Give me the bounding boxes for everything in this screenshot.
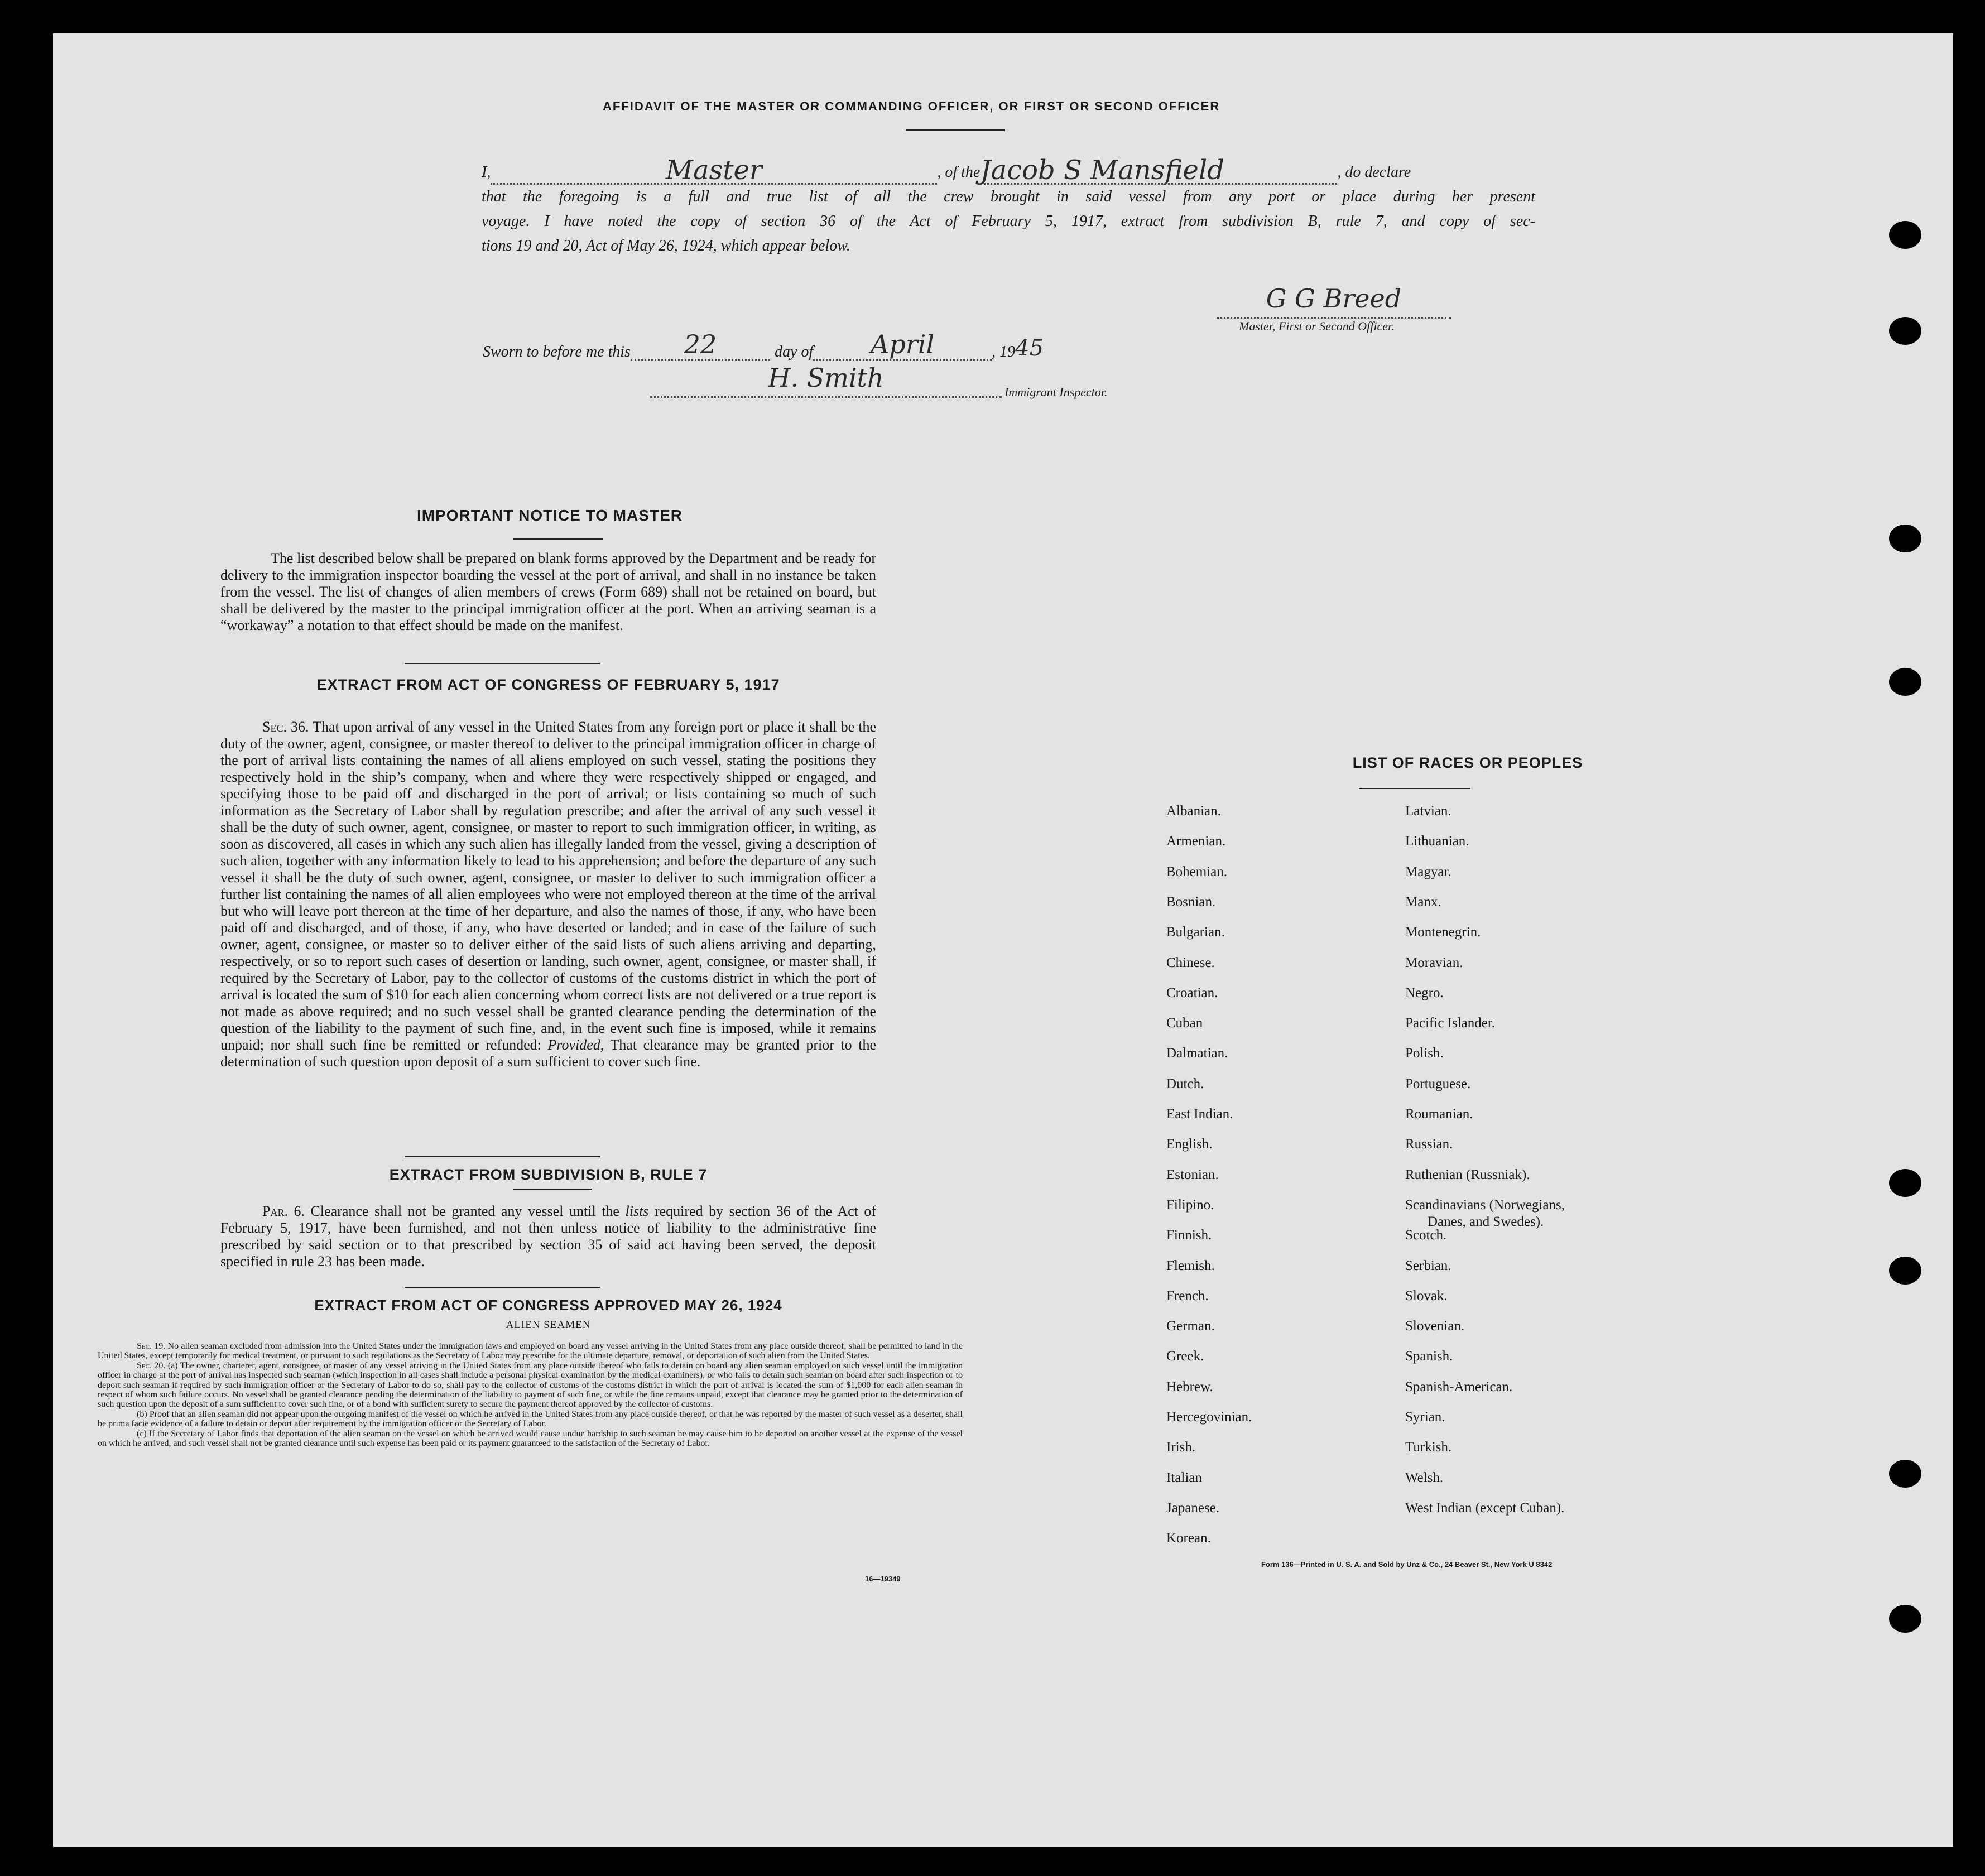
race-item: Italian — [1166, 1470, 1202, 1485]
race-item: Albanian. — [1166, 804, 1221, 819]
races-right-column — [1405, 804, 1740, 1607]
proviso-word: Provided, — [547, 1037, 604, 1053]
race-item: Croatian. — [1166, 985, 1218, 1000]
affidavit-title: AFFIDAVIT OF THE MASTER OR COMMANDING OFFICER, OR FIRST OR SECOND OFFICER — [603, 99, 1220, 113]
race-item: Montenegrin. — [1405, 925, 1481, 940]
extract-1924-text — [98, 1341, 963, 1448]
race-item: Irish. — [1166, 1440, 1196, 1455]
section-rule-1 — [405, 663, 600, 664]
section-rule-2 — [405, 1156, 600, 1157]
master-name-handwritten: Master — [491, 157, 937, 185]
extract-1917-title: EXTRACT FROM ACT OF CONGRESS OF FEBRUARY 5, 1917 — [316, 676, 780, 693]
race-item: Slovenian. — [1405, 1319, 1465, 1334]
rule-7-text-b: required by section 36 of the Act of February 5, 1917, have been furnished, and not then unless notice of liability to the administrative fine prescribed by said section or to that prescribed by section 35 of said act having been served, the deposit specified in rule 23 has been made. — [220, 1203, 877, 1269]
race-item: Spanish-American. — [1405, 1379, 1513, 1394]
lists-word: lists — [625, 1203, 649, 1219]
punch-hole — [1889, 317, 1921, 345]
rule-7-text-a: Clearance shall not be granted any vessel until the — [310, 1203, 619, 1219]
race-item: Syrian. — [1405, 1410, 1445, 1425]
inspector-caption: Immigrant Inspector. — [1004, 385, 1108, 399]
race-item: Dutch. — [1166, 1076, 1204, 1091]
race-item: Russian. — [1405, 1137, 1453, 1152]
alien-seamen-subtitle: ALIEN SEAMEN — [506, 1319, 591, 1331]
sec-36-text: That upon arrival of any vessel in the United States from any foreign port or place it shall be the duty of the owner, agent, consignee, or master thereof to deliver to the principal immigration officer in charge of the port of arrival lists containing the names of all aliens employed on such vessel, stating the positions they respectively hold in the ship’s company, when and where they were respectively shipped or engaged, and specifying those to be paid off and discharged in the port of arrival; or lists containing so much of such information as the Secretary of Labor shall by regulation prescribe; and after the arrival of any such vessel it shall be the duty of such owner, agent, consignee, or master to report to such immigration officer, in writing, as soon as discovered, all cases in which any such alien has illegally landed from the vessel, giving a description of such alien, together with any information likely to lead to his apprehension; and before the departure of any such vessel it shall be the duty of such owner, agent, consignee, or master to deliver to such immigration officer a further list containing the names of all alien employees who were not employed thereon at the time of the arrival but who will leave port thereon at the time of her departure, and also the names of those, if any, who have been paid off and discharged, and of those, if any, who have deserted or landed; and in case of the failure of such owner, agent, consignee, or master so to deliver either of the said lists of such aliens arriving and departing, respectively, or so to report such cases of desertion or landing, such owner, agent, consignee, or master shall, if required by the Secretary of Labor, pay to the collector of customs of the customs district in which the port of arrival is located the sum of $10 for each alien concerning whom correct lists are not delivered or a true report is not made as above required; and no such vessel shall be granted clearance pending the determination of the question of the liability to the payment of such fine, and, in the event such fine is imposed, while it remains unpaid; nor shall such fine be remitted or refunded: — [220, 719, 877, 1053]
sec-19-paragraph — [98, 1341, 963, 1361]
race-item: Flemish. — [1166, 1258, 1215, 1273]
rule-7-rule — [513, 1189, 592, 1190]
affidavit-line-3: voyage. I have noted the copy of section 36 of the Act of February 5, 1917, extract from subdivision B, rule 7, and copy of sec- — [482, 213, 1535, 230]
race-item: German. — [1166, 1319, 1215, 1334]
sworn-year-prefix: , 19 — [992, 343, 1016, 360]
sworn-prefix: Sworn to before me this — [483, 343, 631, 360]
sworn-day-of: day of — [774, 343, 814, 360]
race-item: Turkish. — [1405, 1440, 1452, 1455]
sec-20c-paragraph: (c) If the Secretary of Labor finds that deportation of the alien seaman on the vessel on which he arrived would cause undue hardship to such seaman he may cause him to be deported on another vessel at the expense of the vessel on which he arrived, and such vessel shall not be granted clearance until such expense has been paid or its payment guaranteed to the satisfaction of the Secretary of Labor. — [98, 1428, 963, 1449]
race-item: Finnish. — [1166, 1228, 1212, 1243]
sec-20b-paragraph: (b) Proof that an alien seaman did not appear upon the outgoing manifest of the vessel on which he arrived in the United States from any place outside thereof, or that he was reported by the master of such vessel as a deserter, shall be prima facie evidence of a failure to detain or deport after requirement by the immigration officer or the Secretary of Labor. — [98, 1409, 963, 1429]
race-item: Serbian. — [1405, 1258, 1451, 1273]
races-rule — [1359, 788, 1470, 789]
affidavit-do-declare: , do declare — [1337, 163, 1411, 181]
race-item: Lithuanian. — [1405, 834, 1469, 849]
affidavit-declaration — [482, 157, 1535, 258]
race-item: Korean. — [1166, 1531, 1211, 1546]
sworn-line — [483, 329, 1044, 361]
notice-title: IMPORTANT NOTICE TO MASTER — [416, 507, 683, 524]
sec-20a-paragraph — [98, 1361, 963, 1410]
section-rule-3 — [405, 1287, 600, 1288]
master-signature-caption: Master, First or Second Officer. — [1239, 319, 1395, 333]
race-item: West Indian (except Cuban). — [1405, 1500, 1565, 1516]
rule-7-text — [220, 1203, 876, 1270]
affidavit-line-4: tions 19 and 20, Act of May 26, 1924, which appear below. — [482, 237, 850, 254]
punch-hole — [1889, 525, 1921, 552]
vessel-name-handwritten: Jacob S Mansfield — [980, 157, 1337, 185]
race-item: Slovak. — [1405, 1288, 1448, 1303]
punch-hole — [1889, 1460, 1921, 1488]
sec-19-text: No alien seaman excluded from admission into the United States under the immigration laws and employed on board any vessel arriving in the United States from any place outside thereof, shall be permitted to land in the United States, except temporarily for medical treatment, or pursuant to such regulations as the Secretary of Labor may prescribe for the ultimate departure, removal, or deportation of such alien from the United States. — [98, 1341, 963, 1361]
extract-1917-text — [220, 719, 876, 1070]
sec-20a-text: (a) The owner, charterer, agent, consignee, or master of any vessel arriving in the United States from any place outside thereof who fails to detain on board any alien seaman employed on such vessel until the immigration officer in charge at the port of arrival has inspected such seaman (which inspection in all cases shall include a personal physical examination by the medical examiners), or who fails to detain such seaman on board after such inspection or to deport such seaman if required by such immigration officer or the Secretary of Labor to do so, shall pay to the collector of customs of the customs district in which the port of arrival is located the sum of $1,000 for each alien seaman in respect of whom such failure occurs. No vessel shall be granted clearance pending the determination of the liability to payment of such fine, or while the fine remains unpaid, except that clearance may be granted prior to the determination of such question upon the deposit of a sum sufficient to cover such fine, or of a bond with sufficient surety to secure the payment thereof approved by the collector of customs. — [98, 1360, 963, 1410]
race-item: Armenian. — [1166, 834, 1226, 849]
race-item: East Indian. — [1166, 1107, 1233, 1122]
notice-rule — [513, 538, 603, 540]
race-item: Welsh. — [1405, 1470, 1444, 1485]
master-signature: G G Breed — [1217, 283, 1451, 319]
race-item: Bosnian. — [1166, 894, 1216, 910]
extract-1924-title: EXTRACT FROM ACT OF CONGRESS APPROVED MAY 26, 1924 — [314, 1297, 782, 1314]
races-title: LIST OF RACES OR PEOPLES — [1352, 754, 1583, 771]
races-left-column — [1166, 804, 1390, 1607]
race-item: Roumanian. — [1405, 1107, 1473, 1122]
race-item: Magyar. — [1405, 864, 1451, 879]
race-item: Cuban — [1166, 1016, 1203, 1031]
punch-hole — [1889, 221, 1921, 249]
race-item: Danes, and Swedes). — [1428, 1214, 1544, 1229]
punch-hole — [1889, 1257, 1921, 1285]
race-item: Negro. — [1405, 985, 1444, 1000]
race-item: Scandinavians (Norwegians, — [1405, 1197, 1565, 1213]
sworn-year-handwritten: 45 — [1015, 335, 1044, 361]
title-rule — [906, 129, 1005, 131]
race-item: Bohemian. — [1166, 864, 1228, 879]
proviso-text: That clearance may be granted prior to the determination of such question upon deposit of a sum sufficient to cover such fine. — [220, 1037, 877, 1070]
punch-hole — [1889, 1169, 1921, 1197]
sworn-month-handwritten: April — [813, 329, 992, 361]
race-item: Chinese. — [1166, 955, 1215, 970]
punch-hole — [1889, 668, 1921, 696]
notice-text: The list described below shall be prepared on blank forms approved by the Department and be ready for delivery to the immigration inspector boarding the vessel at the port of arrival, and shall in no instance be taken from the vessel. The list of changes of alien members of crews (Form 689) shall not be retained on board, but shall be delivered by the master to the principal immigration officer at the port. When an arriving seaman is a “workaway” a notation to that effect should be made on the manifest. — [220, 550, 876, 633]
race-item: Ruthenian (Russniak). — [1405, 1167, 1530, 1182]
sec-19-label: Sec. 19. — [137, 1341, 166, 1351]
affidavit-of-the: , of the — [937, 163, 981, 181]
race-item: Greek. — [1166, 1349, 1204, 1364]
rule-7-title: EXTRACT FROM SUBDIVISION B, RULE 7 — [389, 1166, 708, 1183]
race-item: Japanese. — [1166, 1500, 1220, 1516]
document-page — [53, 33, 1953, 1847]
race-item: Spanish. — [1405, 1349, 1453, 1364]
sec-20-label: Sec. 20. — [137, 1360, 166, 1370]
sec-36-label: Sec. 36. — [262, 719, 309, 735]
race-item: Bulgarian. — [1166, 925, 1225, 940]
affidavit-i: I, — [482, 163, 491, 181]
form-code: 16—19349 — [865, 1575, 901, 1583]
race-item: Pacific Islander. — [1405, 1016, 1496, 1031]
race-item: Scotch. — [1405, 1228, 1447, 1243]
sworn-day-handwritten: 22 — [631, 329, 770, 361]
printer-footer: Form 136—Printed in U. S. A. and Sold by Unz & Co., 24 Beaver St., New York U 8342 — [1261, 1560, 1553, 1569]
race-item: Hebrew. — [1166, 1379, 1213, 1394]
race-item: Moravian. — [1405, 955, 1463, 970]
race-item: Dalmatian. — [1166, 1046, 1228, 1061]
par-6-label: Par. 6. — [262, 1203, 305, 1219]
race-item: Polish. — [1405, 1046, 1444, 1061]
race-item: Estonian. — [1166, 1167, 1219, 1182]
race-item: Portuguese. — [1405, 1076, 1471, 1091]
affidavit-line-2: that the foregoing is a full and true list of all the crew brought in said vessel from any port or place during her present — [482, 188, 1535, 205]
punch-hole — [1889, 1605, 1921, 1633]
race-item: Filipino. — [1166, 1197, 1214, 1213]
race-item: French. — [1166, 1288, 1209, 1303]
race-item: Manx. — [1405, 894, 1441, 910]
race-item: English. — [1166, 1137, 1213, 1152]
race-item: Latvian. — [1405, 804, 1451, 819]
race-item: Hercegovinian. — [1166, 1410, 1252, 1425]
inspector-signature: H. Smith — [650, 363, 1002, 398]
